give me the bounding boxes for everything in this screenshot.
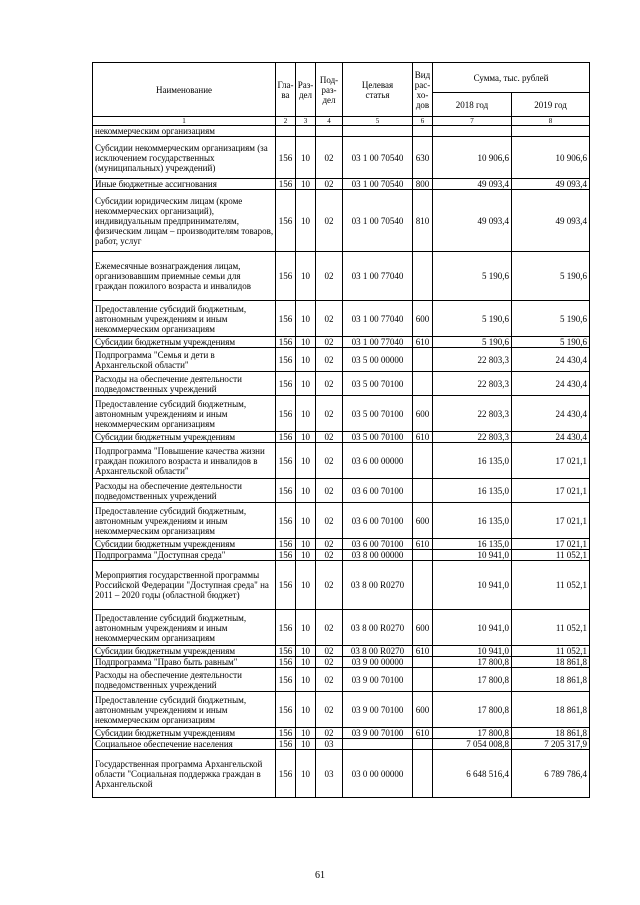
row-section: 10: [296, 137, 316, 179]
row-name: Подпрограмма "Семья и дети в Архангельской области": [93, 348, 276, 372]
row-target: 03 5 00 70100: [343, 372, 413, 396]
table-row: [93, 479, 590, 503]
row-name: Предоставление субсидий бюджетным, автономным учреждениям и иным некоммерческим организациям: [93, 301, 276, 337]
budget-table-container: [92, 62, 590, 798]
row-sum-2018: 49 093,4: [433, 190, 512, 252]
row-name: Субсидии бюджетным учреждениям: [93, 432, 276, 443]
header-expense-kind: Вид рас- хо- дов: [413, 63, 433, 117]
row-sum-2018: 10 941,0: [433, 610, 512, 646]
row-name: Субсидии некоммерческим организациям (за исключением государственных (муниципальных) учреждений): [93, 137, 276, 179]
row-section: 10: [296, 503, 316, 539]
row-sum-2018: 22 803,3: [433, 432, 512, 443]
row-name: Социальное обеспечение населения: [93, 739, 276, 750]
row-expense-kind: [413, 668, 433, 692]
row-subsection: 02: [316, 301, 343, 337]
row-target: 03 0 00 00000: [343, 750, 413, 798]
row-target: 03 1 00 70540: [343, 179, 413, 190]
row-name: Субсидии бюджетным учреждениям: [93, 728, 276, 739]
row-sum-2018: 7 054 008,8: [433, 739, 512, 750]
row-chapter: 156: [276, 657, 296, 668]
row-section: 10: [296, 646, 316, 657]
row-target: 03 9 00 70100: [343, 668, 413, 692]
row-sum-2018: 5 190,6: [433, 337, 512, 348]
header-year-2019: 2019 год: [512, 93, 590, 117]
row-name: Подпрограмма "Право быть равным": [93, 657, 276, 668]
row-subsection: 02: [316, 479, 343, 503]
row-section: 10: [296, 432, 316, 443]
row-sum-2018: 16 135,0: [433, 503, 512, 539]
row-section: 10: [296, 179, 316, 190]
table-row: [93, 668, 590, 692]
row-section: 10: [296, 348, 316, 372]
row-sum-2018: 5 190,6: [433, 252, 512, 301]
row-chapter: 156: [276, 539, 296, 550]
row-target: 03 1 00 77040: [343, 337, 413, 348]
row-chapter: 156: [276, 301, 296, 337]
column-numbers-row: [93, 117, 590, 126]
row-sum-2019: 24 430,4: [512, 432, 590, 443]
table-row: [93, 692, 590, 728]
row-chapter: 156: [276, 668, 296, 692]
row-target: 03 1 00 70540: [343, 190, 413, 252]
row-chapter: 156: [276, 443, 296, 479]
row-subsection: 02: [316, 432, 343, 443]
row-name: Расходы на обеспечение деятельности подведомственных учреждений: [93, 372, 276, 396]
row-sum-2019: 18 861,8: [512, 728, 590, 739]
row-name: Предоставление субсидий бюджетным, автономным учреждениям и иным некоммерческим организациям: [93, 610, 276, 646]
row-target: 03 5 00 70100: [343, 432, 413, 443]
table-row: [93, 503, 590, 539]
row-sum-2018: 10 941,0: [433, 550, 512, 561]
row-chapter: 156: [276, 348, 296, 372]
row-section: 10: [296, 550, 316, 561]
row-section: [296, 126, 316, 137]
row-subsection: 02: [316, 550, 343, 561]
row-subsection: 02: [316, 179, 343, 190]
table-row: [93, 372, 590, 396]
row-subsection: 02: [316, 728, 343, 739]
row-name: Подпрограмма "Доступная среда": [93, 550, 276, 561]
row-sum-2019: 18 861,8: [512, 692, 590, 728]
col-number: 4: [316, 117, 343, 126]
row-sum-2019: 17 021,1: [512, 443, 590, 479]
row-expense-kind: 800: [413, 179, 433, 190]
row-chapter: 156: [276, 739, 296, 750]
row-sum-2018: 6 648 516,4: [433, 750, 512, 798]
table-row: [93, 301, 590, 337]
row-subsection: 02: [316, 692, 343, 728]
table-row: [93, 348, 590, 372]
row-chapter: 156: [276, 190, 296, 252]
table-row: [93, 137, 590, 179]
table-row: [93, 739, 590, 750]
row-sum-2018: 10 906,6: [433, 137, 512, 179]
table-row: [93, 252, 590, 301]
row-chapter: 156: [276, 179, 296, 190]
col-number: 8: [512, 117, 590, 126]
row-expense-kind: 600: [413, 692, 433, 728]
row-chapter: 156: [276, 503, 296, 539]
table-row: [93, 179, 590, 190]
row-subsection: 02: [316, 137, 343, 179]
row-target: 03 5 00 00000: [343, 348, 413, 372]
row-chapter: 156: [276, 550, 296, 561]
row-sum-2019: 11 052,1: [512, 550, 590, 561]
row-target: 03 9 00 70100: [343, 728, 413, 739]
row-name: Субсидии бюджетным учреждениям: [93, 646, 276, 657]
row-name: Ежемесячные вознаграждения лицам, организовавшим приемные семьи для граждан пожилого возраста и инвалидов: [93, 252, 276, 301]
row-subsection: 02: [316, 610, 343, 646]
row-name: Предоставление субсидий бюджетным, автономным учреждениям и иным некоммерческим организациям: [93, 396, 276, 432]
row-subsection: 02: [316, 657, 343, 668]
row-sum-2018: 16 135,0: [433, 479, 512, 503]
row-subsection: 03: [316, 750, 343, 798]
row-name: Субсидии бюджетным учреждениям: [93, 539, 276, 550]
row-section: 10: [296, 750, 316, 798]
row-sum-2019: 5 190,6: [512, 337, 590, 348]
row-target: [343, 739, 413, 750]
row-section: 10: [296, 443, 316, 479]
row-expense-kind: 600: [413, 301, 433, 337]
row-section: 10: [296, 372, 316, 396]
row-target: 03 1 00 77040: [343, 252, 413, 301]
row-name: некоммерческим организациям: [93, 126, 276, 137]
row-target: 03 9 00 70100: [343, 692, 413, 728]
row-expense-kind: [413, 348, 433, 372]
row-sum-2018: 5 190,6: [433, 301, 512, 337]
table-row: [93, 539, 590, 550]
row-sum-2018: 17 800,8: [433, 692, 512, 728]
row-chapter: 156: [276, 372, 296, 396]
row-sum-2019: 5 190,6: [512, 252, 590, 301]
row-expense-kind: 610: [413, 646, 433, 657]
row-sum-2019: 11 052,1: [512, 561, 590, 610]
col-number: 7: [433, 117, 512, 126]
row-sum-2019: 17 021,1: [512, 539, 590, 550]
table-row: [93, 610, 590, 646]
row-section: 10: [296, 692, 316, 728]
row-expense-kind: 610: [413, 728, 433, 739]
row-subsection: [316, 126, 343, 137]
row-expense-kind: [413, 252, 433, 301]
row-name: Субсидии юридическим лицам (кроме некоммерческих организаций), индивидуальным предпринимателям, физическим лицам – производителям товаров, работ, услуг: [93, 190, 276, 252]
row-chapter: 156: [276, 750, 296, 798]
row-subsection: 02: [316, 337, 343, 348]
row-expense-kind: [413, 372, 433, 396]
row-chapter: 156: [276, 432, 296, 443]
header-section: Раз- дел: [296, 63, 316, 117]
row-sum-2018: 17 800,8: [433, 657, 512, 668]
row-expense-kind: [413, 750, 433, 798]
row-expense-kind: 600: [413, 503, 433, 539]
row-section: 10: [296, 337, 316, 348]
row-expense-kind: 630: [413, 137, 433, 179]
row-target: 03 9 00 00000: [343, 657, 413, 668]
row-target: 03 8 00 R0270: [343, 646, 413, 657]
row-sum-2019: 24 430,4: [512, 348, 590, 372]
row-subsection: 02: [316, 190, 343, 252]
row-chapter: 156: [276, 646, 296, 657]
row-subsection: 02: [316, 348, 343, 372]
row-section: 10: [296, 728, 316, 739]
col-number: 1: [93, 117, 276, 126]
row-name: Иные бюджетные ассигнования: [93, 179, 276, 190]
row-chapter: 156: [276, 252, 296, 301]
row-subsection: 03: [316, 739, 343, 750]
row-sum-2019: 17 021,1: [512, 479, 590, 503]
row-section: 10: [296, 539, 316, 550]
col-number: 2: [276, 117, 296, 126]
row-sum-2019: 17 021,1: [512, 503, 590, 539]
row-section: 10: [296, 396, 316, 432]
row-sum-2019: 11 052,1: [512, 646, 590, 657]
row-chapter: 156: [276, 692, 296, 728]
row-section: 10: [296, 561, 316, 610]
row-subsection: 02: [316, 252, 343, 301]
table-body: [93, 126, 590, 798]
row-sum-2019: 24 430,4: [512, 396, 590, 432]
row-sum-2019: 6 789 786,4: [512, 750, 590, 798]
row-expense-kind: 810: [413, 190, 433, 252]
row-target: 03 8 00 R0270: [343, 561, 413, 610]
row-sum-2018: [433, 126, 512, 137]
row-subsection: 02: [316, 646, 343, 657]
row-subsection: 02: [316, 561, 343, 610]
row-section: 10: [296, 668, 316, 692]
row-name: Субсидии бюджетным учреждениям: [93, 337, 276, 348]
row-expense-kind: [413, 657, 433, 668]
row-chapter: [276, 126, 296, 137]
row-target: 03 6 00 70100: [343, 479, 413, 503]
row-target: 03 5 00 70100: [343, 396, 413, 432]
table-row: [93, 432, 590, 443]
row-subsection: 02: [316, 372, 343, 396]
row-section: 10: [296, 479, 316, 503]
row-sum-2019: 49 093,4: [512, 179, 590, 190]
row-sum-2018: 22 803,3: [433, 396, 512, 432]
row-expense-kind: [413, 443, 433, 479]
row-target: 03 6 00 70100: [343, 539, 413, 550]
table-row: [93, 657, 590, 668]
table-row: [93, 337, 590, 348]
col-number: 3: [296, 117, 316, 126]
row-expense-kind: 610: [413, 337, 433, 348]
row-chapter: 156: [276, 337, 296, 348]
row-name: Расходы на обеспечение деятельности подведомственных учреждений: [93, 668, 276, 692]
header-target: Целевая статья: [343, 63, 413, 117]
row-sum-2019: [512, 126, 590, 137]
row-expense-kind: [413, 561, 433, 610]
row-target: 03 1 00 77040: [343, 301, 413, 337]
row-sum-2018: 17 800,8: [433, 728, 512, 739]
table-row: [93, 550, 590, 561]
row-sum-2018: 16 135,0: [433, 539, 512, 550]
row-subsection: 02: [316, 539, 343, 550]
row-section: 10: [296, 739, 316, 750]
table-row: [93, 396, 590, 432]
table-row: [93, 190, 590, 252]
row-sum-2019: 49 093,4: [512, 190, 590, 252]
row-sum-2019: 7 205 317,9: [512, 739, 590, 750]
row-expense-kind: 610: [413, 539, 433, 550]
col-number: 6: [413, 117, 433, 126]
row-section: 10: [296, 190, 316, 252]
row-expense-kind: [413, 479, 433, 503]
page-number: 61: [315, 870, 325, 881]
row-expense-kind: [413, 550, 433, 561]
row-target: 03 8 00 R0270: [343, 610, 413, 646]
row-sum-2019: 18 861,8: [512, 657, 590, 668]
row-subsection: 02: [316, 443, 343, 479]
row-chapter: 156: [276, 561, 296, 610]
row-section: 10: [296, 252, 316, 301]
row-sum-2018: 10 941,0: [433, 561, 512, 610]
row-name: Расходы на обеспечение деятельности подведомственных учреждений: [93, 479, 276, 503]
row-expense-kind: 610: [413, 432, 433, 443]
row-chapter: 156: [276, 728, 296, 739]
row-sum-2018: 22 803,3: [433, 348, 512, 372]
row-section: 10: [296, 610, 316, 646]
row-sum-2019: 11 052,1: [512, 610, 590, 646]
table-row: [93, 646, 590, 657]
row-expense-kind: [413, 739, 433, 750]
row-name: Предоставление субсидий бюджетным, автономным учреждениям и иным некоммерческим организациям: [93, 692, 276, 728]
row-name: Подпрограмма "Повышение качества жизни граждан пожилого возраста и инвалидов в Архангельской области": [93, 443, 276, 479]
col-number: 5: [343, 117, 413, 126]
table-row: [93, 443, 590, 479]
table-row: [93, 750, 590, 798]
header-year-2018: 2018 год: [433, 93, 512, 117]
row-sum-2018: 17 800,8: [433, 668, 512, 692]
row-section: 10: [296, 301, 316, 337]
row-expense-kind: [413, 126, 433, 137]
row-chapter: 156: [276, 479, 296, 503]
row-target: 03 6 00 70100: [343, 503, 413, 539]
row-sum-2018: 10 941,0: [433, 646, 512, 657]
row-sum-2018: 16 135,0: [433, 443, 512, 479]
row-target: 03 8 00 00000: [343, 550, 413, 561]
row-expense-kind: 600: [413, 396, 433, 432]
header-subsection: Под- раз- дел: [316, 63, 343, 117]
row-name: Предоставление субсидий бюджетным, автономным учреждениям и иным некоммерческим организациям: [93, 503, 276, 539]
row-chapter: 156: [276, 610, 296, 646]
header-name: Наименование: [93, 63, 276, 117]
header-sum: Сумма, тыс. рублей: [433, 63, 590, 93]
row-target: [343, 126, 413, 137]
table-row: [93, 728, 590, 739]
row-sum-2019: 18 861,8: [512, 668, 590, 692]
row-target: 03 6 00 00000: [343, 443, 413, 479]
row-subsection: 02: [316, 668, 343, 692]
row-name: Государственная программа Архангельской области "Социальная поддержка граждан в Архангельской: [93, 750, 276, 798]
row-sum-2019: 24 430,4: [512, 372, 590, 396]
row-subsection: 02: [316, 396, 343, 432]
row-name: Мероприятия государственной программы Российской Федерации "Доступная среда" на 2011 – 2020 годы (областной бюджет): [93, 561, 276, 610]
budget-table: [92, 62, 590, 798]
row-expense-kind: 600: [413, 610, 433, 646]
row-chapter: 156: [276, 137, 296, 179]
row-sum-2018: 22 803,3: [433, 372, 512, 396]
row-sum-2019: 5 190,6: [512, 301, 590, 337]
row-sum-2019: 10 906,6: [512, 137, 590, 179]
header-chapter: Гла- ва: [276, 63, 296, 117]
table-row: [93, 126, 590, 137]
row-section: 10: [296, 657, 316, 668]
row-subsection: 02: [316, 503, 343, 539]
table-row: [93, 561, 590, 610]
row-chapter: 156: [276, 396, 296, 432]
row-sum-2018: 49 093,4: [433, 179, 512, 190]
row-target: 03 1 00 70540: [343, 137, 413, 179]
